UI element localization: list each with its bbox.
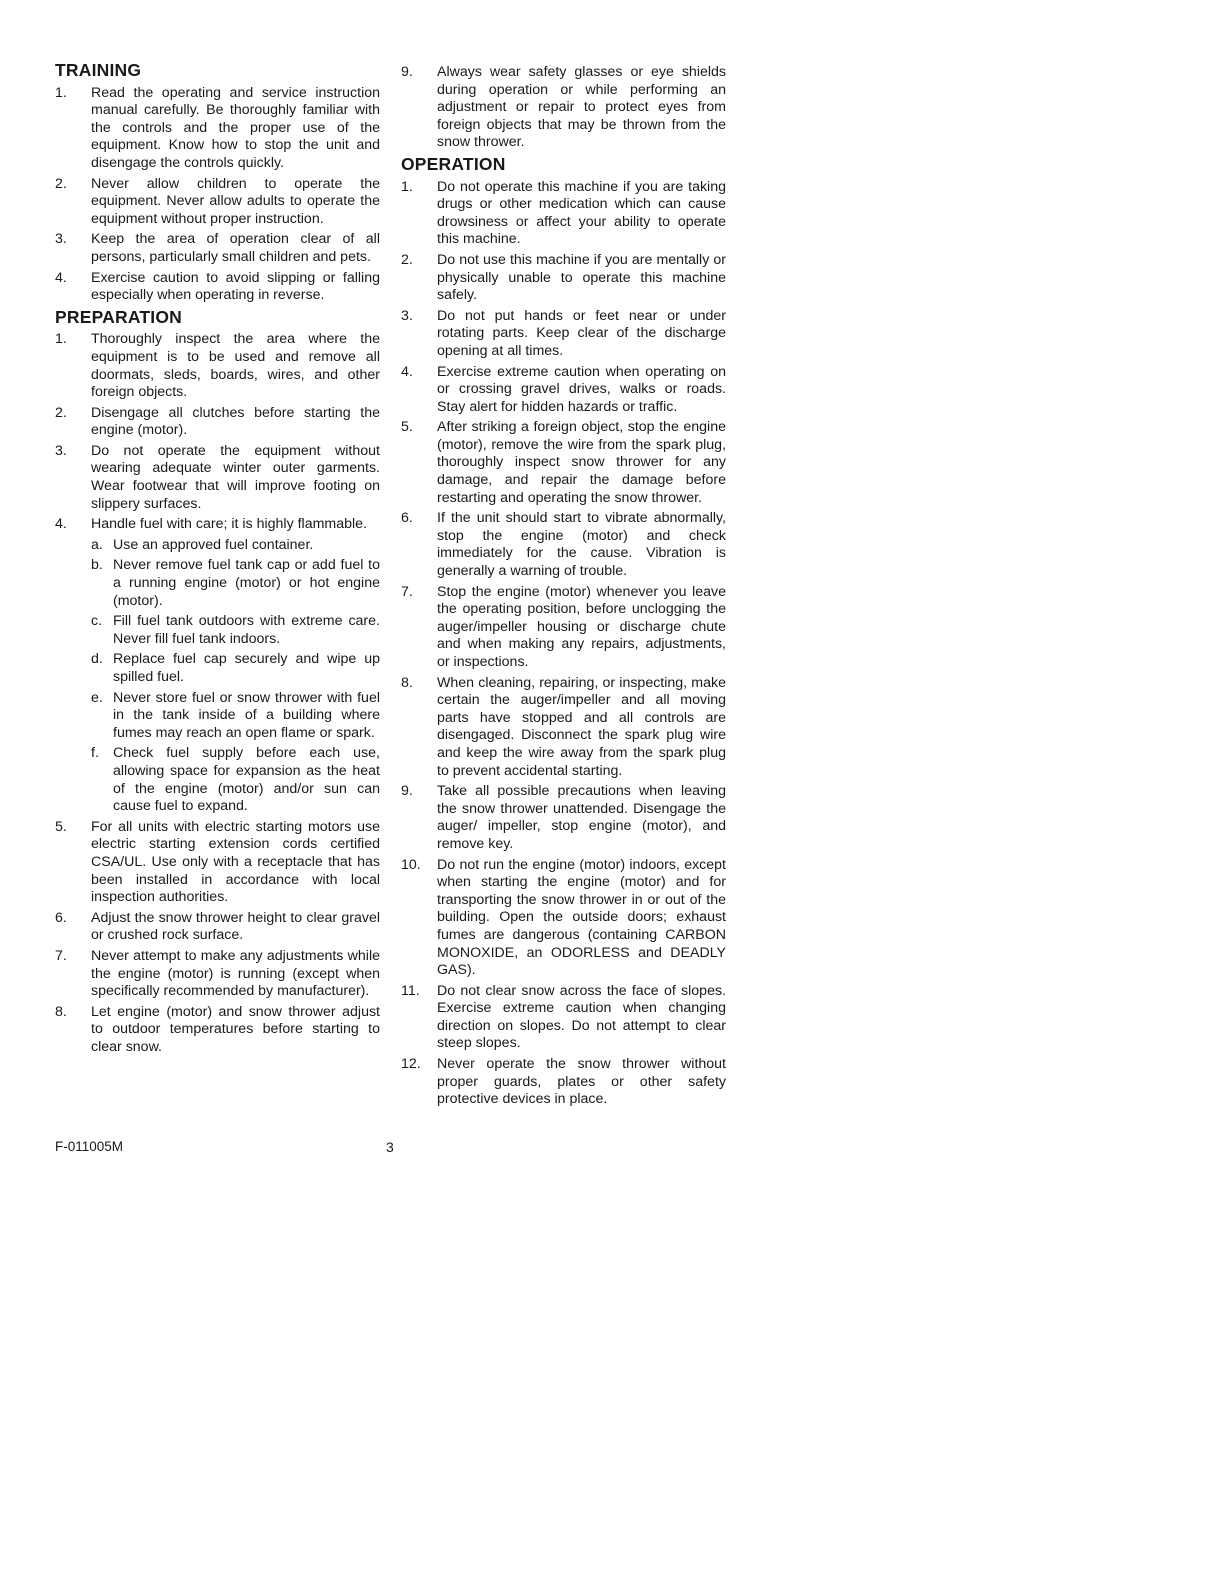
list-item (401, 783, 726, 853)
left-column (55, 62, 380, 1059)
item-number: 2. (55, 175, 67, 192)
item-text: For all units with electric starting motors use electric starting extension cords certified CSA/UL. Use only with a receptacle that has been installed in accordance with local inspection authorities. (91, 818, 380, 906)
list-item (401, 983, 726, 1053)
list-item (401, 179, 726, 249)
section-heading: TRAINING (55, 60, 142, 80)
item-text: After striking a foreign object, stop the engine (motor), remove the wire from the spark plug, thoroughly inspect snow thrower for any damage, and repair the damage before restarting and operating the snow thrower. (437, 419, 726, 506)
item-text: Take all possible precautions when leaving the snow thrower unattended. Disengage the auger/ impeller, stop engine (motor), and remove key. (437, 783, 726, 852)
list-item (55, 948, 380, 1001)
item-text: Do not use this machine if you are mentally or physically unable to operate this machine safely. (437, 251, 726, 304)
item-text: Do not operate the equipment without wearing adequate winter outer garments. Wear footwear that will improve footing on slippery surfaces. (91, 442, 380, 512)
item-list (401, 179, 726, 1109)
list-item (55, 176, 380, 229)
item-number: 4. (55, 269, 67, 286)
item-text: Keep the area of operation clear of all persons, particularly small children and pets. (91, 231, 380, 265)
item-number: 6. (401, 510, 413, 527)
list-item (401, 64, 726, 152)
document-code: F-011005M (55, 1139, 124, 1154)
sub-item-letter: f. (91, 745, 99, 762)
item-number: 7. (401, 583, 413, 600)
item-text: Read the operating and service instruction manual carefully. Be thoroughly familiar with the controls and the proper use of the equipment. Know how to stop the unit and disengage the controls quickly. (91, 84, 380, 171)
item-list (401, 64, 726, 152)
section (401, 153, 726, 1109)
sub-item-text: Check fuel supply before each use, allowing space for expansion as the heat of the engine (motor) and/or sun can cause fuel to expand. (113, 745, 380, 815)
sub-item-letter: d. (91, 651, 103, 668)
item-text: Handle fuel with care; it is highly flammable. (91, 516, 367, 533)
item-number: 8. (401, 674, 413, 691)
list-item (55, 910, 380, 945)
item-text: Do not clear snow across the face of slopes. Exercise extreme caution when changing direction on slopes. Do not attempt to clear steep slopes. (437, 982, 726, 1052)
sub-list-item (91, 651, 380, 686)
item-number: 6. (55, 909, 67, 926)
list-item (401, 419, 726, 507)
item-number: 5. (55, 818, 67, 835)
sub-item-text: Never store fuel or snow thrower with fuel in the tank inside of a building where fumes may reach an open flame or spark. (113, 689, 380, 741)
sub-list-item (91, 613, 380, 648)
item-number: 12. (401, 1056, 421, 1073)
list-item (401, 584, 726, 672)
list-item (401, 308, 726, 361)
item-number: 4. (55, 516, 67, 533)
item-number: 3. (55, 231, 67, 248)
item-number: 3. (55, 442, 67, 459)
item-number: 2. (401, 251, 413, 268)
item-text: Never allow children to operate the equipment. Never allow adults to operate the equipment without proper instruction. (91, 175, 380, 227)
section (55, 62, 380, 305)
item-list (55, 85, 380, 305)
item-text: Never attempt to make any adjustments while the engine (motor) is running (except when specifically recommended by manufacturer). (91, 947, 380, 1000)
item-text: Adjust the snow thrower height to clear gravel or crushed rock surface. (91, 909, 380, 944)
sub-item-letter: e. (91, 689, 103, 706)
item-number: 8. (55, 1003, 67, 1020)
sub-item-text: Never remove fuel tank cap or add fuel to a running engine (motor) or hot engine (motor). (113, 557, 380, 609)
section (55, 306, 380, 1057)
item-text: Exercise caution to avoid slipping or falling especially when operating in reverse. (91, 269, 380, 304)
sub-item-text: Use an approved fuel container. (113, 536, 314, 553)
list-item (55, 405, 380, 440)
sub-list-item (91, 537, 380, 555)
sub-item-letter: b. (91, 557, 103, 574)
list-item (55, 516, 380, 816)
item-text: If the unit should start to vibrate abnormally, stop the engine (motor) and check immediately for the cause. Vibration is generally a warning of trouble. (437, 510, 726, 580)
list-item (55, 819, 380, 907)
item-number: 1. (55, 331, 67, 348)
item-text: Do not operate this machine if you are taking drugs or other medication which can cause drowsiness or affect your ability to operate this machine. (437, 178, 726, 248)
list-item (55, 270, 380, 305)
item-text: Always wear safety glasses or eye shields during operation or while performing an adjustment or repair to protect eyes from foreign objects that may be thrown from the snow thrower. (437, 64, 726, 151)
item-number: 7. (55, 947, 67, 964)
list-item (401, 675, 726, 781)
item-number: 2. (55, 404, 67, 421)
section (401, 64, 726, 152)
item-number: 9. (401, 64, 413, 80)
section-heading: PREPARATION (55, 306, 182, 327)
item-number: 4. (401, 363, 413, 380)
item-number: 9. (401, 783, 413, 800)
item-text: Stop the engine (motor) whenever you leave the operating position, before unclogging the auger/impeller housing or discharge chute and when making any repairs, adjustments, or inspections. (437, 583, 726, 670)
sub-list-item (91, 690, 380, 743)
sub-item-list (91, 537, 380, 816)
section-heading: OPERATION (401, 153, 506, 174)
item-number: 3. (401, 307, 413, 324)
item-text: Disengage all clutches before starting the engine (motor). (91, 404, 380, 439)
item-list (55, 331, 380, 1056)
item-number: 1. (401, 178, 413, 195)
sub-item-text: Replace fuel cap securely and wipe up spilled fuel. (113, 651, 380, 685)
sub-list-item (91, 745, 380, 815)
sub-list-item (91, 557, 380, 610)
page-number: 3 (386, 1139, 394, 1155)
right-column (401, 64, 726, 1112)
item-text: Let engine (motor) and snow thrower adjust to outdoor temperatures before starting to clear snow. (91, 1003, 380, 1055)
item-text: Exercise extreme caution when operating on or crossing gravel drives, walks or roads. Stay alert for hidden hazards or traffic. (437, 363, 726, 415)
item-text: When cleaning, repairing, or inspecting, make certain the auger/impeller and all moving parts have stopped and all controls are disengaged. Disconnect the spark plug wire and keep the wire away from the spark plug to prevent accidental starting. (437, 674, 726, 779)
item-text: Never operate the snow thrower without proper guards, plates or other safety protective devices in place. (437, 1056, 726, 1108)
item-text: Do not put hands or feet near or under rotating parts. Keep clear of the discharge opening at all times. (437, 307, 726, 359)
item-number: 11. (401, 982, 420, 999)
list-item (401, 364, 726, 417)
list-item (55, 85, 380, 173)
sub-item-text: Fill fuel tank outdoors with extreme care. Never fill fuel tank indoors. (113, 613, 380, 647)
list-item (55, 231, 380, 266)
item-number: 5. (401, 419, 413, 436)
list-item (401, 1056, 726, 1109)
list-item (55, 1004, 380, 1057)
item-text: Do not run the engine (motor) indoors, except when starting the engine (motor) and for transporting the snow thrower in or out of the building. Open the outside doors; exhaust fumes are dangerous (containing CARBON MONOXIDE, an ODORLESS and DEADLY GAS). (437, 856, 726, 979)
sub-item-letter: a. (91, 536, 103, 553)
list-item (401, 252, 726, 305)
list-item (55, 443, 380, 513)
item-text: Thoroughly inspect the area where the equipment is to be used and remove all doormats, sleds, boards, wires, and other foreign objects. (91, 331, 380, 401)
list-item (401, 510, 726, 580)
list-item (401, 857, 726, 980)
item-number: 10. (401, 856, 421, 873)
item-number: 1. (55, 84, 67, 101)
list-item (55, 331, 380, 401)
sub-item-letter: c. (91, 613, 103, 630)
